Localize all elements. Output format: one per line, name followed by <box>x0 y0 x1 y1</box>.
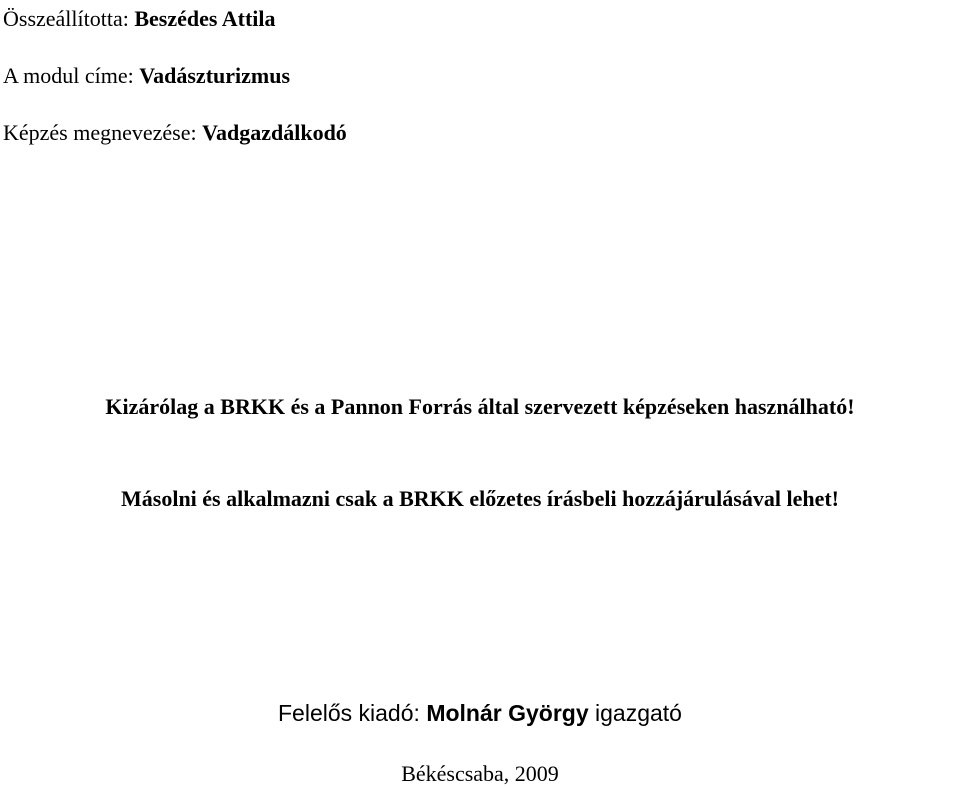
training-name-line <box>3 122 347 144</box>
compiled-by-label: Összeállította: <box>3 6 129 31</box>
copy-notice: Másolni és alkalmazni csak a BRKK előzetes írásbeli hozzájárulásával lehet! <box>121 486 839 511</box>
compiled-by-value: Beszédes Attila <box>134 6 276 31</box>
training-name-value: Vadgazdálkodó <box>202 120 347 145</box>
publisher-name: Molnár György <box>426 700 589 726</box>
compiled-by-line <box>3 8 276 30</box>
module-title-label: A modul címe: <box>3 63 134 88</box>
usage-notice: Kizárólag a BRKK és a Pannon Forrás által szervezett képzéseken használható! <box>105 394 855 419</box>
place-date: Békéscsaba, 2009 <box>401 761 559 786</box>
publisher-line <box>0 702 960 725</box>
module-title-line <box>3 65 290 87</box>
module-title-value: Vadászturizmus <box>139 63 291 88</box>
publisher-role: igazgató <box>595 700 682 726</box>
training-name-label: Képzés megnevezése: <box>3 120 197 145</box>
publisher-label: Felelős kiadó: <box>278 700 420 726</box>
